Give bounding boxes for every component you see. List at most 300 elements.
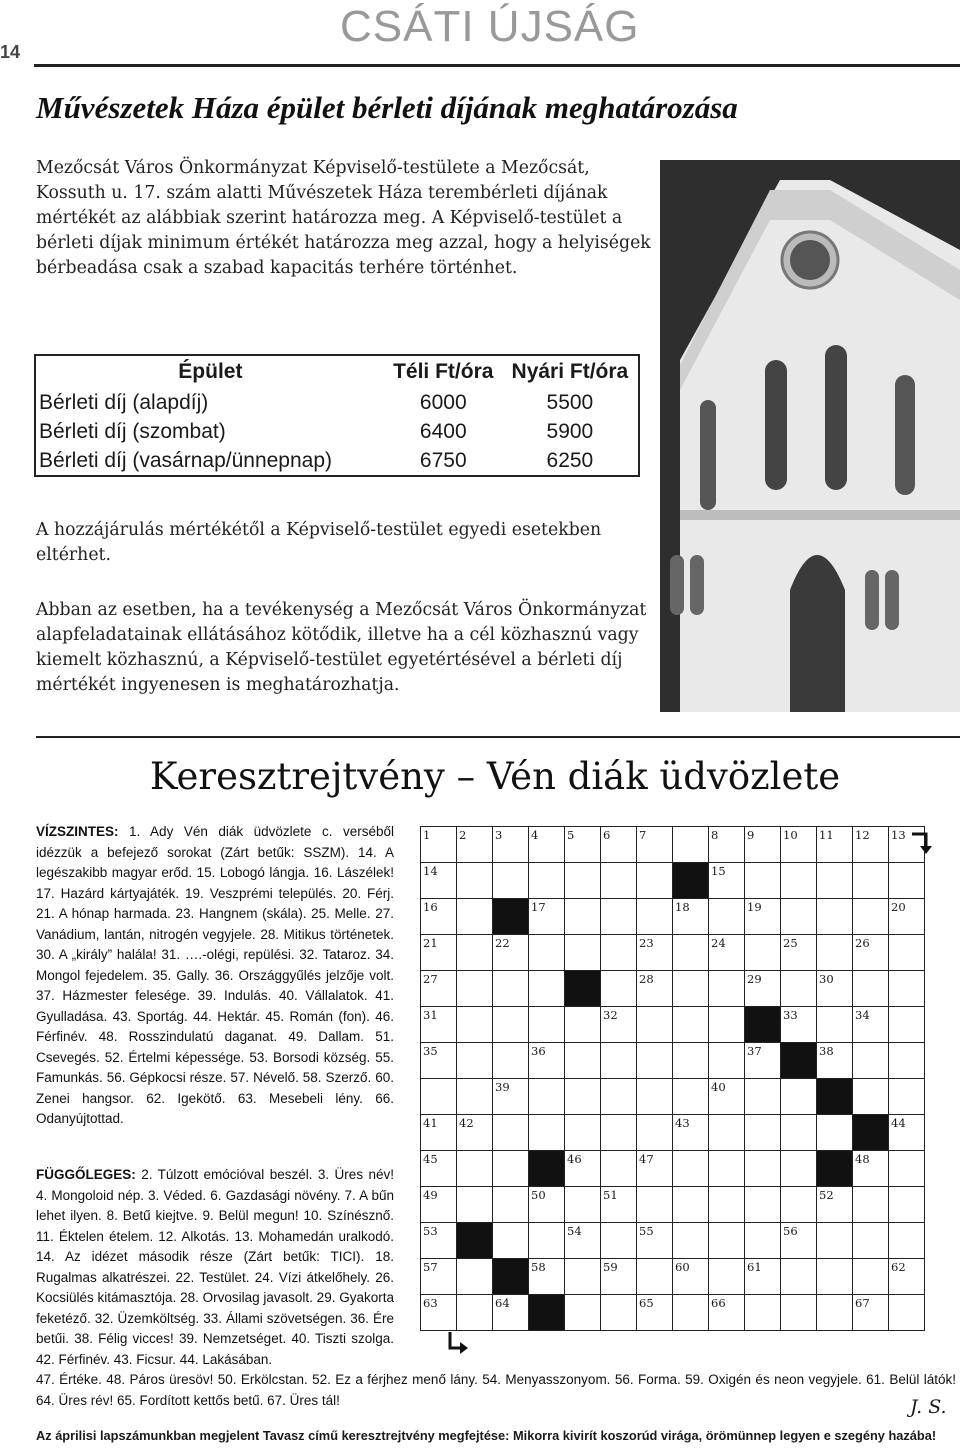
grid-cell[interactable] <box>637 1295 673 1331</box>
grid-cell[interactable] <box>493 1295 529 1331</box>
grid-row <box>421 1295 925 1331</box>
grid-black-cell <box>565 971 601 1007</box>
grid-cell[interactable] <box>853 1007 889 1043</box>
grid-cell[interactable] <box>709 827 745 863</box>
grid-cell[interactable] <box>601 1115 637 1151</box>
clue-number: 55 <box>639 1224 654 1238</box>
corner-arrow-icon <box>444 1330 470 1356</box>
header-rule <box>34 64 960 67</box>
grid-cell[interactable] <box>529 1079 565 1115</box>
grid-cell[interactable] <box>709 863 745 899</box>
clue-number: 2 <box>459 828 467 842</box>
clue-number: 28 <box>639 972 654 986</box>
grid-black-cell <box>745 1007 781 1043</box>
article-title: Művészetek Háza épület bérleti díjának meghatározása <box>36 90 738 125</box>
grid-cell[interactable] <box>745 1223 781 1259</box>
grid-cell[interactable] <box>565 1223 601 1259</box>
grid-cell[interactable] <box>709 1007 745 1043</box>
grid-cell[interactable] <box>781 1151 817 1187</box>
grid-cell[interactable] <box>637 1115 673 1151</box>
grid-cell[interactable] <box>781 1079 817 1115</box>
grid-cell[interactable] <box>853 1295 889 1331</box>
grid-black-cell <box>781 1043 817 1079</box>
grid-cell[interactable] <box>637 935 673 971</box>
grid-black-cell <box>673 863 709 899</box>
clue-number: 38 <box>819 1044 834 1058</box>
grid-cell[interactable] <box>601 1223 637 1259</box>
grid-cell[interactable] <box>457 935 493 971</box>
grid-cell[interactable] <box>745 1151 781 1187</box>
grid-cell[interactable] <box>709 1151 745 1187</box>
grid-cell[interactable] <box>565 1079 601 1115</box>
clue-number: 29 <box>747 972 762 986</box>
grid-cell[interactable] <box>673 1295 709 1331</box>
grid-cell[interactable] <box>781 1187 817 1223</box>
clue-number: 19 <box>747 900 762 914</box>
grid-black-cell <box>529 1295 565 1331</box>
grid-cell[interactable] <box>853 971 889 1007</box>
grid-cell[interactable] <box>493 1115 529 1151</box>
grid-cell[interactable] <box>493 863 529 899</box>
table-cell: Bérleti díj (vasárnap/ünnepnap) <box>39 448 333 472</box>
grid-cell[interactable] <box>709 1259 745 1295</box>
grid-cell[interactable] <box>817 1007 853 1043</box>
grid-cell[interactable] <box>601 935 637 971</box>
clue-number: 30 <box>819 972 834 986</box>
clue-number: 40 <box>711 1080 726 1094</box>
clue-number: 11 <box>819 828 834 842</box>
table-cell: Bérleti díj (alapdíj) <box>39 390 209 414</box>
clue-number: 10 <box>783 828 798 842</box>
grid-cell[interactable] <box>889 1187 925 1223</box>
clue-number: 6 <box>603 828 611 842</box>
clue-number: 44 <box>891 1116 906 1130</box>
grid-cell[interactable] <box>781 899 817 935</box>
clue-number: 51 <box>603 1188 618 1202</box>
grid-cell[interactable] <box>889 1007 925 1043</box>
grid-cell[interactable] <box>421 863 457 899</box>
grid-cell[interactable] <box>493 1187 529 1223</box>
building-photo <box>660 160 960 712</box>
clue-number: 66 <box>711 1296 726 1310</box>
grid-cell[interactable] <box>781 827 817 863</box>
grid-cell[interactable] <box>637 1043 673 1079</box>
grid-cell[interactable] <box>457 1043 493 1079</box>
grid-cell[interactable] <box>781 1115 817 1151</box>
grid-cell[interactable] <box>565 1043 601 1079</box>
column-header: Épület <box>178 360 243 383</box>
grid-cell[interactable] <box>601 1259 637 1295</box>
across-clues-text: 1. Ady Vén diák üdvözlete c. verséből idézzük a befejező sorokat (Zárt betűk: SSZM). 14. A legészakibb magyar erőd. 15. Lobogó lángja. 16. Lászélek! 17. Hazárd kártyajáték. 19. Veszprémi település. 20. Férj. 21. A hónap harmada. 23. Hangnem (skála). 25. Melle. 27. Vanádium, lantán, nitrogén vegyjele. 28. Mitikus történetek. 30. A „király” halála! 31. ….-olégi, repülési. 32. Tataroz. 34. Mongol fejedelem. 35. Gally. 36. Országgyűlés jelzője volt. 37. Házmester felesége. 39. Indulás. 40. Vállalatok. 41. Gyulladása. 43. Sportág. 44. Hektár. 45. Román (fon). 46. Férfinév. 48. Rosszindulatú daganat. 49. Dallam. 51. Csevegés. 52. Értelmi képessége. 53. Borsodi község. 55. Famunkás. 56. Gépkocsi része. 57. Névelő. 58. Szerző. 60. Zenei hangsor. 62. Igekötő. 63. Mesebeli lény. 66. Odanyújtottad. <box>36 824 394 1126</box>
table-cell: Bérleti díj (szombat) <box>39 419 226 443</box>
grid-cell[interactable] <box>853 1187 889 1223</box>
grid-cell[interactable] <box>637 863 673 899</box>
grid-cell[interactable] <box>709 1043 745 1079</box>
corner-arrow-icon <box>910 830 936 856</box>
grid-cell[interactable] <box>421 935 457 971</box>
grid-cell[interactable] <box>889 1259 925 1295</box>
clue-number: 8 <box>711 828 719 842</box>
grid-cell[interactable] <box>673 1079 709 1115</box>
clue-number: 65 <box>639 1296 654 1310</box>
grid-cell[interactable] <box>637 971 673 1007</box>
across-clues <box>36 822 394 1130</box>
clue-number: 52 <box>819 1188 834 1202</box>
masthead: CSÁTI ÚJSÁG <box>340 2 640 51</box>
grid-row <box>421 899 925 935</box>
grid-cell[interactable] <box>709 1295 745 1331</box>
grid-cell[interactable] <box>817 863 853 899</box>
clue-number: 56 <box>783 1224 798 1238</box>
down-clues-text: 2. Túlzott emócióval beszél. 3. Üres név! 4. Mongoloid nép. 3. Véded. 6. Gazdasági növény. 7. A bűn lehet ilyen. 8. Betű kiejtve. 9. Belül megun! 10. Színésznő. 11. Éktelen ételem. 12. Alkotás. 13. Mohamedán uralkodó. 14. Az idézet második része (Zárt betűk: TICI). 18. Rugalmas alkatrészei. 22. Testület. 24. Vízi átkelőhely. 26. Kocsiülés kitámasztója. 28. Orvosilag javasolt. 29. Gyakorta feketéző. 32. Üzemköltség. 33. Állami szövetségen. 36. Ére betűi. 38. Félig vicces! 39. Nemzetséget. 40. Tiszti szolga. 42. Férfinév. 43. Ficsur. 44. Lakásában. <box>36 1167 394 1367</box>
grid-cell[interactable] <box>601 863 637 899</box>
grid-cell[interactable] <box>781 1259 817 1295</box>
grid-cell[interactable] <box>817 935 853 971</box>
clue-number: 35 <box>423 1044 438 1058</box>
grid-cell[interactable] <box>673 971 709 1007</box>
grid-cell[interactable] <box>781 863 817 899</box>
grid-cell[interactable] <box>457 1079 493 1115</box>
grid-cell[interactable] <box>601 1151 637 1187</box>
across-heading: VÍZSZINTES: <box>36 824 119 839</box>
clue-number: 59 <box>603 1260 618 1274</box>
table-cell: 5900 <box>546 419 594 443</box>
grid-cell[interactable] <box>601 1187 637 1223</box>
grid-cell[interactable] <box>457 1115 493 1151</box>
grid-row <box>421 1259 925 1295</box>
grid-cell[interactable] <box>889 899 925 935</box>
grid-cell[interactable] <box>601 1007 637 1043</box>
grid-cell[interactable] <box>529 971 565 1007</box>
grid-cell[interactable] <box>745 1115 781 1151</box>
grid-cell[interactable] <box>673 1043 709 1079</box>
grid-row <box>421 1151 925 1187</box>
grid-cell[interactable] <box>637 1079 673 1115</box>
grid-cell[interactable] <box>745 1259 781 1295</box>
grid-cell[interactable] <box>781 1295 817 1331</box>
grid-cell[interactable] <box>565 1115 601 1151</box>
grid-cell[interactable] <box>709 1115 745 1151</box>
down-heading: FÜGGŐLEGES: <box>36 1167 136 1182</box>
grid-cell[interactable] <box>493 1043 529 1079</box>
grid-cell[interactable] <box>745 827 781 863</box>
grid-cell[interactable] <box>529 1259 565 1295</box>
grid-cell[interactable] <box>781 1007 817 1043</box>
grid-cell[interactable] <box>601 899 637 935</box>
clue-number: 9 <box>747 828 755 842</box>
table-cell: 5500 <box>546 390 594 414</box>
grid-cell[interactable] <box>745 1295 781 1331</box>
grid-cell[interactable] <box>421 1115 457 1151</box>
grid-cell[interactable] <box>565 1151 601 1187</box>
grid-cell[interactable] <box>673 899 709 935</box>
grid-cell[interactable] <box>889 1151 925 1187</box>
grid-cell[interactable] <box>421 1079 457 1115</box>
grid-cell[interactable] <box>889 971 925 1007</box>
grid-cell[interactable] <box>781 935 817 971</box>
grid-cell[interactable] <box>529 1007 565 1043</box>
clue-number: 39 <box>495 1080 510 1094</box>
grid-cell[interactable] <box>493 827 529 863</box>
clue-number: 16 <box>423 900 438 914</box>
clue-number: 42 <box>459 1116 474 1130</box>
table-cell: 6750 <box>419 448 467 472</box>
grid-cell[interactable] <box>457 863 493 899</box>
table-cell: 6400 <box>419 419 467 443</box>
grid-cell[interactable] <box>601 971 637 1007</box>
grid-cell[interactable] <box>673 935 709 971</box>
table-row <box>35 446 639 476</box>
grid-cell[interactable] <box>565 827 601 863</box>
column-header: Nyári Ft/óra <box>511 360 629 383</box>
clue-number: 32 <box>603 1008 618 1022</box>
grid-cell[interactable] <box>421 1187 457 1223</box>
grid-cell[interactable] <box>673 1223 709 1259</box>
grid-cell[interactable] <box>817 1223 853 1259</box>
down-clues-continued: 47. Értéke. 48. Páros üresöv! 50. Erkölcstan. 52. Ez a férjhez menő lány. 54. Menyasszonyom. 56. Forma. 59. Oxigén és neon vegyjele. 61. Belül látók! 64. Üres rév! 65. Fordított kettős betű. 67. Üres tál! <box>36 1372 956 1408</box>
grid-cell[interactable] <box>853 899 889 935</box>
grid-cell[interactable] <box>493 1223 529 1259</box>
grid-cell[interactable] <box>673 827 709 863</box>
grid-row <box>421 1223 925 1259</box>
grid-cell[interactable] <box>565 935 601 971</box>
grid-cell[interactable] <box>889 1043 925 1079</box>
grid-cell[interactable] <box>601 1043 637 1079</box>
grid-cell[interactable] <box>421 1043 457 1079</box>
grid-cell[interactable] <box>637 1187 673 1223</box>
clue-number: 15 <box>711 864 726 878</box>
grid-cell[interactable] <box>457 899 493 935</box>
clue-number: 5 <box>567 828 575 842</box>
grid-cell[interactable] <box>601 1295 637 1331</box>
crossword-grid <box>420 826 925 1331</box>
grid-cell[interactable] <box>493 1079 529 1115</box>
grid-cell[interactable] <box>637 1223 673 1259</box>
grid-cell[interactable] <box>853 1151 889 1187</box>
grid-cell[interactable] <box>817 1187 853 1223</box>
grid-cell[interactable] <box>781 971 817 1007</box>
grid-cell[interactable] <box>529 827 565 863</box>
grid-cell[interactable] <box>745 1187 781 1223</box>
table-row <box>35 417 639 446</box>
grid-cell[interactable] <box>421 1295 457 1331</box>
grid-cell[interactable] <box>745 1043 781 1079</box>
grid-row <box>421 1187 925 1223</box>
table-cell: 6250 <box>546 448 594 472</box>
grid-row <box>421 1079 925 1115</box>
grid-cell[interactable] <box>565 863 601 899</box>
grid-cell[interactable] <box>421 1259 457 1295</box>
grid-black-cell <box>529 1151 565 1187</box>
grid-cell[interactable] <box>493 971 529 1007</box>
grid-cell[interactable] <box>673 1151 709 1187</box>
grid-cell[interactable] <box>421 971 457 1007</box>
clue-number: 18 <box>675 900 690 914</box>
grid-cell[interactable] <box>529 1223 565 1259</box>
clue-number: 48 <box>855 1152 870 1166</box>
grid-cell[interactable] <box>493 935 529 971</box>
grid-cell[interactable] <box>889 1079 925 1115</box>
page-number: 14 <box>0 42 21 62</box>
table-row <box>35 388 639 417</box>
grid-row <box>421 1043 925 1079</box>
grid-cell[interactable] <box>457 1295 493 1331</box>
grid-cell[interactable] <box>421 1223 457 1259</box>
grid-cell[interactable] <box>853 1043 889 1079</box>
grid-cell[interactable] <box>853 1223 889 1259</box>
grid-cell[interactable] <box>529 899 565 935</box>
grid-cell[interactable] <box>745 863 781 899</box>
grid-row <box>421 1115 925 1151</box>
grid-cell[interactable] <box>853 935 889 971</box>
clue-number: 36 <box>531 1044 546 1058</box>
grid-cell[interactable] <box>817 827 853 863</box>
grid-cell[interactable] <box>853 827 889 863</box>
grid-cell[interactable] <box>457 827 493 863</box>
clue-number: 27 <box>423 972 438 986</box>
clue-number: 34 <box>855 1008 870 1022</box>
grid-cell[interactable] <box>637 827 673 863</box>
grid-cell[interactable] <box>817 1115 853 1151</box>
clue-number: 4 <box>531 828 539 842</box>
grid-cell[interactable] <box>637 1007 673 1043</box>
grid-cell[interactable] <box>637 1259 673 1295</box>
grid-cell[interactable] <box>565 1295 601 1331</box>
grid-cell[interactable] <box>673 1007 709 1043</box>
clue-number: 13 <box>891 828 906 842</box>
clue-number: 33 <box>783 1008 798 1022</box>
previous-solution: Az áprilisi lapszámunkban megjelent Tavasz című keresztrejtvény megfejtése: Mikorra kivirít koszorúd virága, örömünnep legyen e szegény hazába! <box>36 1428 937 1443</box>
grid-row <box>421 971 925 1007</box>
grid-cell[interactable] <box>493 1151 529 1187</box>
grid-cell[interactable] <box>673 1259 709 1295</box>
grid-cell[interactable] <box>745 935 781 971</box>
grid-cell[interactable] <box>709 1187 745 1223</box>
clue-number: 24 <box>711 936 726 950</box>
clue-number: 14 <box>423 864 438 878</box>
grid-row <box>421 1007 925 1043</box>
grid-cell[interactable] <box>889 935 925 971</box>
grid-cell[interactable] <box>889 1223 925 1259</box>
clue-number: 17 <box>531 900 546 914</box>
clue-number: 62 <box>891 1260 906 1274</box>
grid-cell[interactable] <box>817 1043 853 1079</box>
grid-cell[interactable] <box>709 1223 745 1259</box>
article-note: A hozzájárulás mértékétől a Képviselő-testület egyedi esetekben eltérhet. <box>36 520 602 565</box>
clue-number: 21 <box>423 936 438 950</box>
clue-number: 64 <box>495 1296 510 1310</box>
grid-cell[interactable] <box>889 1295 925 1331</box>
grid-cell[interactable] <box>457 1007 493 1043</box>
grid-cell[interactable] <box>457 971 493 1007</box>
grid-cell[interactable] <box>781 1223 817 1259</box>
grid-black-cell <box>493 899 529 935</box>
article-paragraph: Abban az esetben, ha a tevékenység a Mezőcsát Város Önkormányzat alapfeladatainak ellátásához kötődik, illetve ha a cél közhasznú vagy kiemelt közhasznú, a Képviselő-testület egyetértésével a bérleti díj mértékét ingyenesen is meghatározhatja. <box>36 600 647 695</box>
grid-cell[interactable] <box>889 863 925 899</box>
clue-number: 7 <box>639 828 647 842</box>
grid-row <box>421 863 925 899</box>
table-header-row <box>35 355 639 388</box>
grid-cell[interactable] <box>421 899 457 935</box>
grid-black-cell <box>853 1115 889 1151</box>
grid-cell[interactable] <box>745 899 781 935</box>
clue-number: 43 <box>675 1116 690 1130</box>
grid-black-cell <box>457 1223 493 1259</box>
clue-number: 12 <box>855 828 870 842</box>
grid-cell[interactable] <box>673 1115 709 1151</box>
crossword-title: Keresztrejtvény – Vén diák üdvözlete <box>149 755 841 798</box>
grid-cell[interactable] <box>565 1187 601 1223</box>
grid-row <box>421 935 925 971</box>
grid-cell[interactable] <box>529 1115 565 1151</box>
grid-black-cell <box>817 1079 853 1115</box>
clue-number: 53 <box>423 1224 438 1238</box>
grid-cell[interactable] <box>457 1151 493 1187</box>
grid-cell[interactable] <box>637 899 673 935</box>
grid-cell[interactable] <box>709 899 745 935</box>
grid-cell[interactable] <box>673 1187 709 1223</box>
grid-cell[interactable] <box>421 827 457 863</box>
grid-cell[interactable] <box>745 971 781 1007</box>
grid-cell[interactable] <box>565 899 601 935</box>
clue-number: 47 <box>639 1152 654 1166</box>
grid-cell[interactable] <box>529 1187 565 1223</box>
grid-cell[interactable] <box>889 1115 925 1151</box>
grid-cell[interactable] <box>817 1259 853 1295</box>
grid-cell[interactable] <box>529 863 565 899</box>
grid-cell[interactable] <box>709 935 745 971</box>
grid-cell[interactable] <box>565 1259 601 1295</box>
down-clues <box>36 1165 394 1370</box>
grid-cell[interactable] <box>853 1259 889 1295</box>
grid-cell[interactable] <box>457 1187 493 1223</box>
grid-cell[interactable] <box>637 1151 673 1187</box>
grid-cell[interactable] <box>817 1295 853 1331</box>
grid-cell[interactable] <box>601 1079 637 1115</box>
grid-cell[interactable] <box>457 1259 493 1295</box>
grid-cell[interactable] <box>529 1043 565 1079</box>
grid-cell[interactable] <box>853 863 889 899</box>
grid-cell[interactable] <box>493 1007 529 1043</box>
table-cell: 6000 <box>419 390 467 414</box>
grid-cell[interactable] <box>817 971 853 1007</box>
grid-cell[interactable] <box>421 1151 457 1187</box>
grid-cell[interactable] <box>421 1007 457 1043</box>
clue-number: 20 <box>891 900 906 914</box>
grid-cell[interactable] <box>565 1007 601 1043</box>
clue-number: 46 <box>567 1152 582 1166</box>
clue-number: 58 <box>531 1260 546 1274</box>
grid-cell[interactable] <box>709 971 745 1007</box>
grid-black-cell <box>817 1151 853 1187</box>
clue-number: 3 <box>495 828 503 842</box>
clue-number: 50 <box>531 1188 546 1202</box>
clue-number: 26 <box>855 936 870 950</box>
grid-cell[interactable] <box>853 1079 889 1115</box>
grid-cell[interactable] <box>709 1079 745 1115</box>
grid-cell[interactable] <box>817 899 853 935</box>
clue-number: 25 <box>783 936 798 950</box>
article-intro: Mezőcsát Város Önkormányzat Képviselő-testülete a Mezőcsát, Kossuth u. 17. szám alatti Művészetek Háza terembérleti díjának mértékét az alábbiak szerint határozza meg. A Képviselő-testület a bérleti díjak minimum értékét határozza meg azzal, hogy a helyiségek bérbeadása csak a szabad kapacitás terhére történhet. <box>36 158 651 278</box>
clue-number: 61 <box>747 1260 762 1274</box>
grid-cell[interactable] <box>601 827 637 863</box>
fee-table <box>34 354 640 477</box>
clue-number: 37 <box>747 1044 762 1058</box>
grid-cell[interactable] <box>529 935 565 971</box>
grid-cell[interactable] <box>745 1079 781 1115</box>
clue-number: 60 <box>675 1260 690 1274</box>
clue-number: 49 <box>423 1188 438 1202</box>
